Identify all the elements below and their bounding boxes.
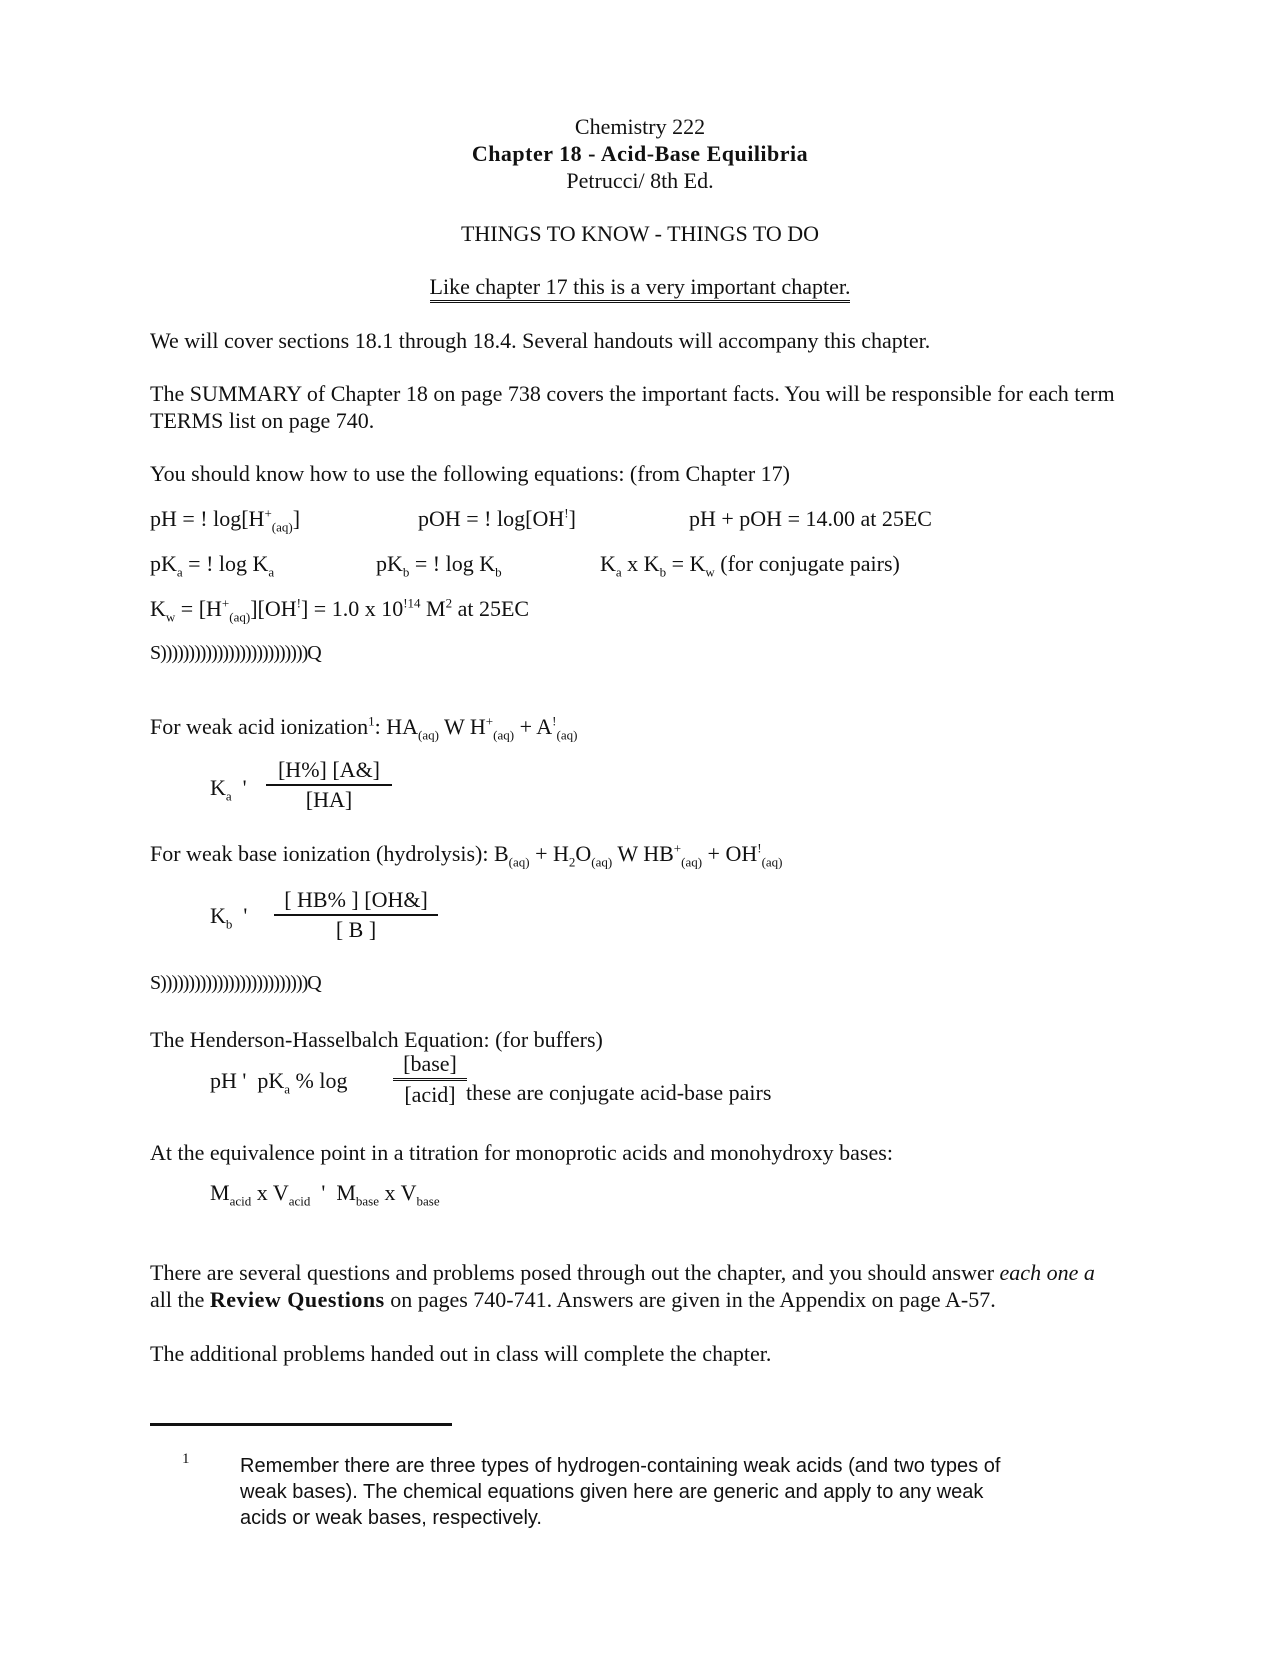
separator-2: S))))))))))))))))))))))))))Q — [150, 972, 321, 994]
titration-intro: At the equivalence point in a titration for monoprotic acids and monohydroxy bases: — [150, 1140, 893, 1165]
ka-numerator: [H%] [A&] — [277, 757, 381, 782]
hh-title: The Henderson-Hasselbalch Equation: (for buffers) — [150, 1027, 603, 1052]
ph-poh-sum: pH + pOH = 14.00 at 25EC — [689, 506, 932, 531]
ka-denominator: [HA] — [305, 787, 353, 812]
summary-line-1: The SUMMARY of Chapter 18 on page 738 covers the important facts. You will be responsible for each term — [150, 381, 1115, 406]
footnote-line-2: weak bases). The chemical equations given here are generic and apply to any weak — [240, 1481, 984, 1503]
footnote-number: 1 — [182, 1451, 190, 1467]
pka-equation: $pK_a$ = ! $\log K_a$ — [150, 551, 275, 580]
closing-line-1: There are several questions and problems posed through out the chapter, and you should answer each one a — [150, 1260, 1095, 1285]
emphasis-line — [0, 274, 1280, 300]
chapter-title: Chapter 18 - Acid-Base Equilibria — [471, 141, 809, 166]
equations-intro: You should know how to use the following equations: (from Chapter 17) — [150, 461, 790, 486]
hh-lhs: pH ' $pK_a$ % log — [210, 1068, 348, 1097]
kw-equation: $K_w = [H^+_{(aq)}][OH^!] = 1.0$ x $10^{!14}$ $M^2$ at 25EC — [150, 595, 530, 625]
pkb-equation: $pK_b$ = ! $\log K_b$ — [376, 551, 502, 580]
kb-fraction — [274, 887, 438, 943]
hh-note: these are conjugate acid-base pairs — [466, 1080, 772, 1105]
footnote-line-1: Remember there are three types of hydrogen-containing weak acids (and two types of — [240, 1455, 1001, 1477]
ka-symbol: $K_a$ ' — [210, 775, 247, 804]
separator-1: S))))))))))))))))))))))))))Q — [150, 642, 321, 664]
course-title: Chemistry 222 — [574, 114, 706, 139]
sections-text: We will cover sections 18.1 through 18.4. Several handouts will accompany this chapter. — [150, 328, 931, 353]
emphasis-text: Like chapter 17 this is a very important chapter. — [430, 274, 851, 303]
summary-line-2: TERMS list on page 740. — [150, 408, 375, 433]
titration-equation: $M_{acid}$ x $V_{acid}$ ' $M_{base}$ x $V_{base}$ — [210, 1180, 440, 1209]
kb-denominator: [ B ] — [335, 917, 377, 942]
ka-kb-equation: $K_a$ x $K_b = K_w$ (for conjugate pairs) — [600, 551, 900, 580]
footnote-line-3: acids or weak bases, respectively. — [240, 1507, 542, 1529]
ka-fraction — [266, 757, 392, 813]
review-questions: Review Questions — [209, 1287, 385, 1312]
kb-numerator: [ HB% ] [OH&] — [284, 887, 428, 912]
subtitle: THINGS TO KNOW - THINGS TO DO — [460, 221, 820, 246]
edition: Petrucci/ 8th Ed. — [566, 168, 714, 193]
footnote-rule — [150, 1423, 452, 1426]
hh-numerator: [base] — [403, 1051, 457, 1076]
weak-base-line: For weak base ionization (hydrolysis): $B_{(aq)} + H_2O_{(aq)}$ W $HB^+_{(aq)} + OH^!_{(aq)}$ — [150, 840, 783, 870]
kb-symbol: $K_b$ ' — [210, 903, 248, 932]
closing-line-2: all the Review Questions on pages 740-741. Answers are given in the Appendix on page A-57. — [150, 1287, 996, 1312]
ph-equation: pH = ! $\log[H^+_{(aq)}]$ — [150, 505, 301, 535]
poh-equation: pOH = ! log[OH!] — [418, 505, 576, 531]
hh-fraction — [393, 1051, 467, 1108]
hh-denominator: [acid] — [404, 1082, 456, 1107]
closing-final: The additional problems handed out in class will complete the chapter. — [150, 1341, 772, 1366]
weak-acid-line: For weak acid ionization$^1$: $HA_{(aq)}$ W $H^+_{(aq)} + A^!_{(aq)}$ — [150, 713, 578, 743]
